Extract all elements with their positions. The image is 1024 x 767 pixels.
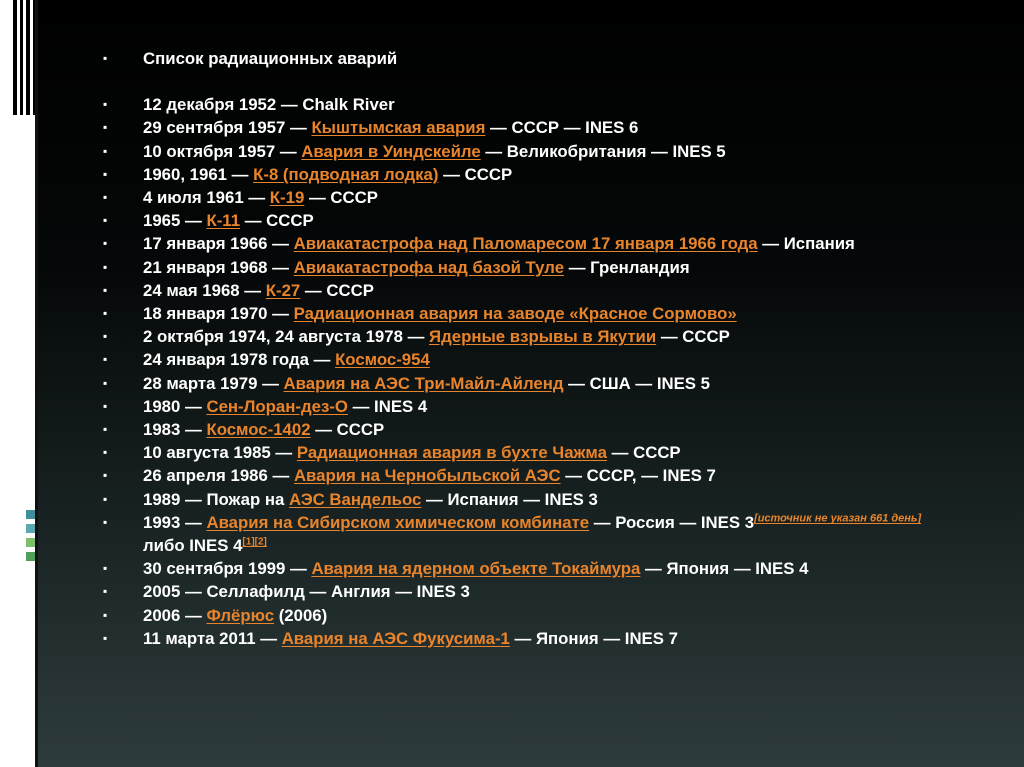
item-link[interactable]: Радиационная авария на заводе «Красное Сормово» <box>293 304 737 324</box>
list-item <box>103 348 933 371</box>
list-item <box>103 557 933 580</box>
item-link[interactable]: Космос-954 <box>335 350 430 370</box>
item-link[interactable]: Авария на ядерном объекте Токаймура <box>311 559 641 579</box>
item-link[interactable]: Кыштымская авария <box>311 118 486 138</box>
list-item-1993 <box>103 511 933 557</box>
bullet-icon: ▪ <box>103 143 108 158</box>
item-text: 28 марта 1979 — <box>143 373 284 393</box>
bullet-icon: ▪ <box>103 561 108 576</box>
list-item <box>103 441 933 464</box>
item-link[interactable]: К-19 <box>269 188 305 208</box>
item-text-suffix: — Япония — INES 4 <box>640 559 809 579</box>
item-text: 4 июля 1961 — <box>143 188 270 208</box>
list-item <box>103 163 933 186</box>
bullet-icon: ▪ <box>103 607 108 622</box>
list-item <box>103 372 933 395</box>
item-text: 30 сентября 1999 — <box>143 559 312 579</box>
item-link[interactable]: Авария на АЭС Фукусима-1 <box>281 628 510 648</box>
list-item <box>103 186 933 209</box>
bullet-icon: ▪ <box>103 259 108 274</box>
reference-2[interactable] <box>255 536 267 547</box>
item-link[interactable]: Авария на Сибирском химическом комбинате <box>206 512 590 532</box>
list-item <box>103 580 933 603</box>
bullet-icon: ▪ <box>103 445 108 460</box>
item-text-suffix: — Великобритания — INES 5 <box>480 141 726 161</box>
item-text-suffix: — Испания <box>757 234 855 254</box>
list-item <box>103 488 933 511</box>
item-text: 1989 — Пожар на <box>143 489 290 509</box>
bullet-icon: ▪ <box>103 282 108 297</box>
item-text: 18 января 1970 — <box>143 304 294 324</box>
item-text-suffix: — INES 4 <box>347 396 428 416</box>
item-text: 10 октября 1957 — <box>143 141 302 161</box>
bullet-icon: ▪ <box>103 422 108 437</box>
item-link[interactable]: Авария на АЭС Три-Майл-Айленд <box>283 373 564 393</box>
list-item <box>103 395 933 418</box>
item-link[interactable]: Авиакатастрофа над базой Туле <box>293 257 565 277</box>
bullet-icon: ▪ <box>103 468 108 483</box>
item-text-suffix: — СССР <box>304 188 378 208</box>
item-text-suffix: — Япония — INES 7 <box>509 628 678 648</box>
reference-link-2[interactable]: [2] <box>254 536 267 548</box>
bullet-icon: ▪ <box>103 51 108 65</box>
bullet-icon: ▪ <box>103 97 108 112</box>
item-text-suffix: — СССР <box>310 420 385 440</box>
slide-left-margin <box>0 0 38 767</box>
list-item <box>103 464 933 487</box>
list-title <box>103 47 933 70</box>
item-text: 12 декабря 1952 — Chalk River <box>143 95 395 115</box>
item-link[interactable]: Космос-1402 <box>206 420 311 440</box>
bullet-icon: ▪ <box>103 213 108 228</box>
item-text: 1980 — <box>143 396 207 416</box>
list-item <box>103 418 933 441</box>
item-text-suffix: — СССР <box>300 280 374 300</box>
item-text: 29 сентября 1957 — <box>143 118 312 138</box>
item-text: 24 января 1978 года — <box>143 350 336 370</box>
item-link[interactable]: Флёрюс <box>206 605 275 625</box>
list-item <box>103 256 933 279</box>
item-text-suffix: — СССР <box>240 211 314 231</box>
bullet-icon: ▪ <box>103 329 108 344</box>
citation-link[interactable]: [источник не указан 661 день] <box>754 512 922 525</box>
item-text-suffix: (2006) <box>274 605 328 625</box>
list-item <box>103 627 933 650</box>
bullet-icon: ▪ <box>103 514 108 529</box>
reference-link-1[interactable]: [1] <box>242 536 255 548</box>
item-text: 2005 — Селлафилд — Англия — INES 3 <box>143 582 470 602</box>
bullet-icon: ▪ <box>103 352 108 367</box>
item-text-suffix: — Испания — INES 3 <box>421 489 598 509</box>
bullet-icon: ▪ <box>103 166 108 181</box>
item-link[interactable]: Сен-Лоран-дез-О <box>206 396 348 416</box>
reference-1[interactable] <box>242 536 254 547</box>
list-item <box>103 93 933 116</box>
item-link[interactable]: АЭС Вандельос <box>289 489 422 509</box>
item-link[interactable]: Радиационная авария в бухте Чажма <box>296 443 607 463</box>
item-text: 2 октября 1974, 24 августа 1978 — <box>143 327 430 347</box>
item-text-suffix: — СССР, — INES 7 <box>560 466 716 486</box>
item-text: 11 марта 2011 — <box>143 628 282 648</box>
item-link[interactable]: К-27 <box>265 280 301 300</box>
slide-title: Список радиационных аварий <box>143 49 398 68</box>
item-text-suffix: — СССР <box>438 164 513 184</box>
bullet-icon: ▪ <box>103 630 108 645</box>
item-link[interactable]: К-11 <box>206 211 241 231</box>
bullet-icon: ▪ <box>103 236 108 251</box>
decorative-stripes <box>13 0 37 115</box>
item-text-mid: либо INES 4 <box>143 536 243 556</box>
list-item <box>103 302 933 325</box>
list-item <box>103 116 933 139</box>
item-text-suffix: — СССР — INES 6 <box>485 118 639 138</box>
item-text: 17 января 1966 — <box>143 234 294 254</box>
citation-needed-note[interactable] <box>754 512 921 524</box>
bullet-icon: ▪ <box>103 491 108 506</box>
item-link[interactable]: Авария в Уиндскейле <box>301 141 481 161</box>
item-text: 21 января 1968 — <box>143 257 294 277</box>
item-link[interactable]: Ядерные взрывы в Якутии <box>429 327 657 347</box>
bullet-icon: ▪ <box>103 120 108 135</box>
slide <box>38 0 1024 767</box>
item-text: 24 мая 1968 — <box>143 280 266 300</box>
item-text: 1960, 1961 — <box>143 164 254 184</box>
list-item <box>103 604 933 627</box>
item-link[interactable]: Авиакатастрофа над Паломаресом 17 января 1966 года <box>293 234 758 254</box>
item-text: 10 августа 1985 — <box>143 443 297 463</box>
bullet-icon: ▪ <box>103 398 108 413</box>
list-item <box>103 140 933 163</box>
item-link[interactable]: Авария на Чернобыльской АЭС <box>293 466 561 486</box>
bullet-icon: ▪ <box>103 190 108 205</box>
item-text-suffix: — Гренландия <box>564 257 690 277</box>
bullet-icon: ▪ <box>103 306 108 321</box>
bullet-icon: ▪ <box>103 584 108 599</box>
item-text: 1993 — <box>143 512 207 532</box>
item-text-suffix: — СССР <box>656 327 730 347</box>
item-text-suffix: — СССР <box>606 443 681 463</box>
bullet-icon: ▪ <box>103 375 108 390</box>
item-text-suffix: — Россия — INES 3 <box>589 512 755 532</box>
item-text: 1983 — <box>143 420 207 440</box>
item-link[interactable]: К-8 (подводная лодка) <box>253 164 439 184</box>
list-item <box>103 209 933 232</box>
item-text-suffix: — США — INES 5 <box>563 373 710 393</box>
item-text: 2006 — <box>143 605 207 625</box>
accident-list <box>103 47 933 650</box>
item-text: 1965 — <box>143 211 207 231</box>
item-text: 26 апреля 1986 — <box>143 466 294 486</box>
list-item <box>103 325 933 348</box>
list-item <box>103 279 933 302</box>
list-item <box>103 232 933 255</box>
